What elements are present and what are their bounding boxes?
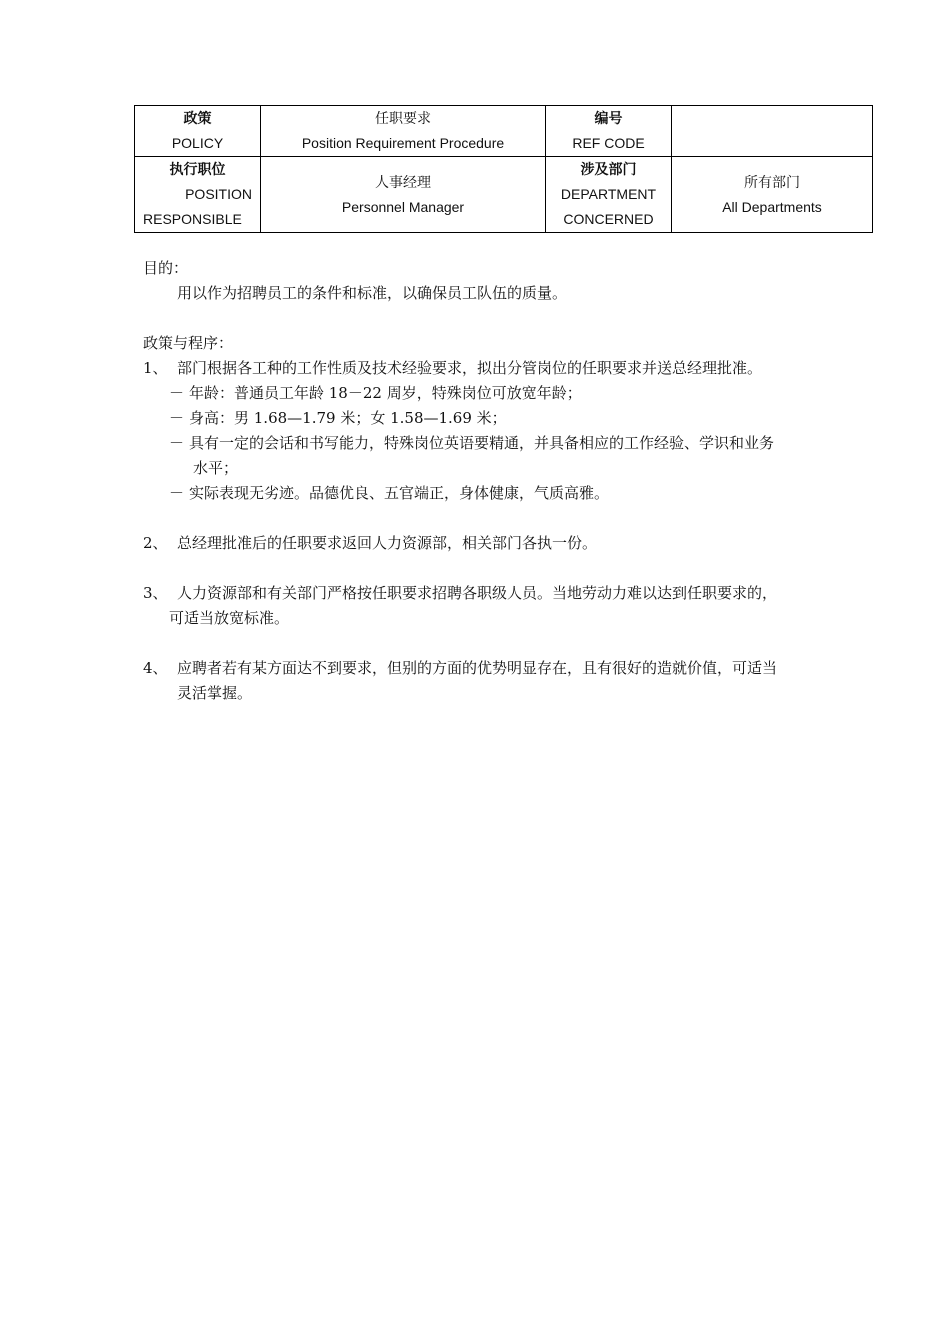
position-label-cell bbox=[135, 157, 261, 233]
sub-item-age bbox=[143, 381, 863, 406]
dept-value-cn: 所有部门 bbox=[744, 173, 800, 190]
header-row-position bbox=[135, 157, 873, 233]
sub-item-conduct bbox=[143, 481, 863, 506]
item-text: 总经理批准后的任职要求返回人力资源部，相关部门各执一份。 bbox=[177, 534, 598, 552]
dept-value-en: All Departments bbox=[722, 198, 822, 215]
sub-item-ability bbox=[143, 431, 863, 481]
dash-marker: － bbox=[169, 484, 185, 502]
dept-label-cn: 涉及部门 bbox=[580, 161, 637, 177]
policy-header-table bbox=[134, 105, 873, 233]
position-value-cell bbox=[261, 157, 546, 233]
policy-value-en: Position Requirement Procedure bbox=[301, 135, 505, 151]
procedure-item-4 bbox=[143, 656, 863, 706]
position-label-cn: 执行职位 bbox=[169, 161, 226, 177]
header-row-policy bbox=[135, 106, 873, 157]
spacer bbox=[143, 306, 863, 331]
policy-value-cn: 任职要求 bbox=[375, 110, 431, 126]
sub-item-text: 身高：男 1.68—1.79 米；女 1.58—1.69 米； bbox=[189, 409, 507, 427]
sub-item-text-cont: 水平； bbox=[193, 459, 239, 477]
item-number: 1、 bbox=[143, 359, 168, 377]
item-number: 3、 bbox=[143, 584, 168, 602]
procedure-heading: 政策与程序： bbox=[143, 334, 234, 352]
position-label-en-1: POSITION bbox=[185, 186, 252, 202]
document-body bbox=[143, 256, 863, 706]
position-value-cn: 人事经理 bbox=[375, 173, 431, 190]
ref-label-en: REF CODE bbox=[572, 135, 645, 151]
item-number: 4、 bbox=[143, 659, 168, 677]
dash-marker: － bbox=[169, 384, 185, 402]
sub-item-height bbox=[143, 406, 863, 431]
policy-value-cell bbox=[261, 106, 546, 157]
procedure-item-3 bbox=[143, 581, 863, 631]
procedure-item-2 bbox=[143, 531, 863, 556]
item-text-cont: 可适当放宽标准。 bbox=[169, 609, 290, 627]
spacer bbox=[143, 556, 863, 581]
purpose-heading: 目的： bbox=[143, 259, 189, 277]
ref-label-cn: 编号 bbox=[594, 110, 623, 126]
procedure-item-1 bbox=[143, 356, 863, 381]
policy-label-cn: 政策 bbox=[183, 110, 212, 126]
dept-label-en-2: CONCERNED bbox=[563, 211, 654, 227]
ref-label-cell bbox=[546, 106, 672, 157]
item-text: 应聘者若有某方面达不到要求，但别的方面的优势明显存在，且有很好的造就价值，可适当 bbox=[177, 659, 778, 677]
dept-label-cell bbox=[546, 157, 672, 233]
dash-marker: － bbox=[169, 409, 185, 427]
sub-item-text: 年龄：普通员工年龄 18－22 周岁，特殊岗位可放宽年龄； bbox=[189, 384, 582, 402]
sub-item-text: 具有一定的会话和书写能力，特殊岗位英语要精通，并具备相应的工作经验、学识和业务 bbox=[189, 434, 775, 452]
dept-value-cell bbox=[672, 157, 873, 233]
spacer bbox=[143, 631, 863, 656]
purpose-text: 用以作为招聘员工的条件和标准，以确保员工队伍的质量。 bbox=[177, 284, 568, 302]
dept-label-en-1: DEPARTMENT bbox=[560, 186, 657, 202]
sub-item-text: 实际表现无劣迹。品德优良、五官端正，身体健康，气质高雅。 bbox=[189, 484, 610, 502]
item-text: 部门根据各工种的工作性质及技术经验要求，拟出分管岗位的任职要求并送总经理批准。 bbox=[177, 359, 763, 377]
ref-value-cell bbox=[672, 106, 873, 157]
dash-marker: － bbox=[169, 434, 185, 452]
item-number: 2、 bbox=[143, 534, 168, 552]
position-value-en: Personnel Manager bbox=[341, 198, 465, 215]
item-text-cont: 灵活掌握。 bbox=[177, 684, 253, 702]
spacer bbox=[143, 506, 863, 531]
position-label-en-2: RESPONSIBLE bbox=[143, 211, 242, 227]
policy-label-en: POLICY bbox=[171, 135, 224, 151]
item-text: 人力资源部和有关部门严格按任职要求招聘各职级人员。当地劳动力难以达到任职要求的， bbox=[177, 584, 778, 602]
policy-label-cell bbox=[135, 106, 261, 157]
